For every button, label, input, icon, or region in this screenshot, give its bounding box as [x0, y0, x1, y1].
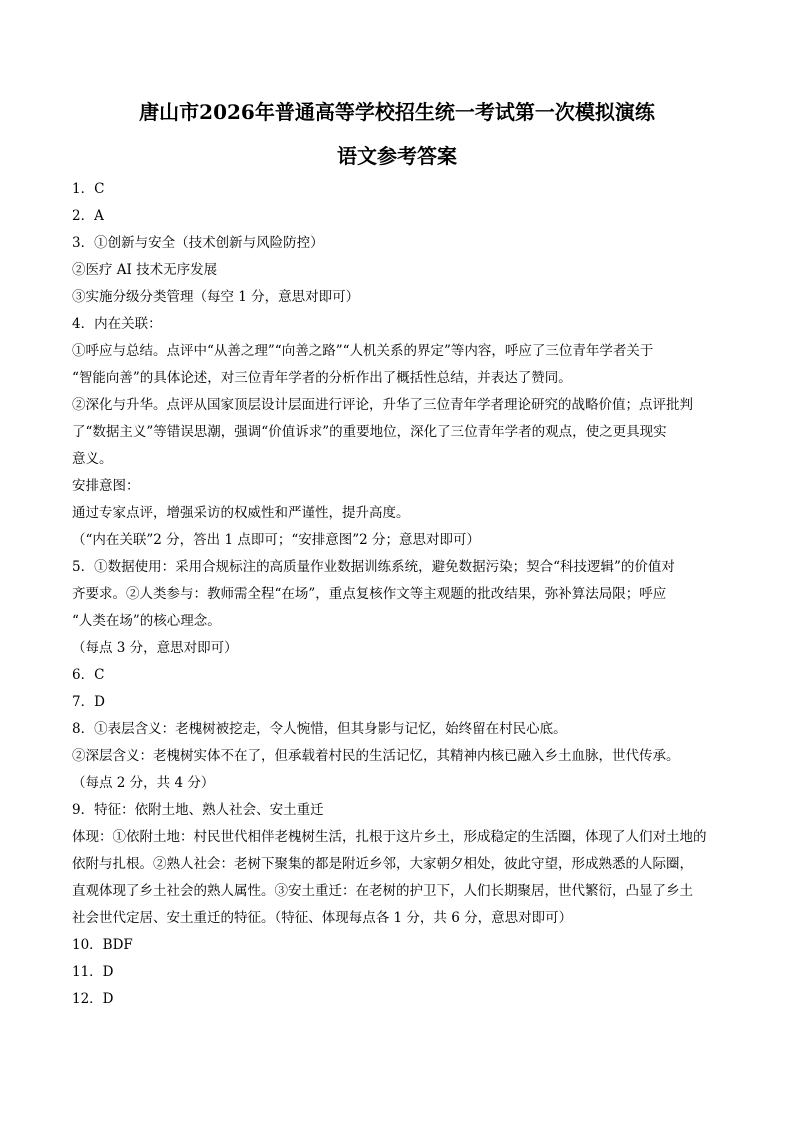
answer-line: 安排意图： [72, 478, 140, 494]
answer-line: 社会世代定居、安土重迁的特征。（特征、体现每点各 1 分，共 6 分，意思对即可） [72, 910, 573, 926]
answer-line: 5．①数据使用：采用合规标注的高质量作业数据训练系统，避免数据污染；契合“科技逻辑”的价值对 [72, 559, 675, 575]
answer-line: 10．BDF [72, 937, 133, 953]
answer-line: ①呼应与总结。点评中“从善之理”“向善之路”“人机关系的界定”等内容，呼应了三位青年学者关于 [72, 343, 654, 359]
answer-line: 12．D [72, 991, 114, 1007]
answer-line: 11．D [72, 964, 114, 980]
answer-line: 6．C [72, 667, 105, 683]
answer-line: 直观体现了乡土社会的熟人属性。③安土重迁：在老树的护卫下，人们长期聚居，世代繁衍，凸显了乡土 [72, 883, 693, 899]
page-title: 唐山市2026年普通高等学校招生统一考试第一次模拟演练 [139, 100, 655, 124]
answer-line: 4．内在关联： [72, 316, 162, 332]
answer-line: “智能向善”的具体论述，对三位青年学者的分析作出了概括性总结，并表达了赞同。 [72, 370, 572, 386]
answer-line: 9．特征：依附土地、熟人社会、安土重迁 [72, 802, 324, 818]
answer-line: ③实施分级分类管理（每空 1 分，意思对即可） [72, 289, 360, 305]
answer-line: “人类在场”的核心理念。 [72, 613, 221, 629]
answer-list [72, 176, 722, 1013]
answer-line: 依附与扎根。②熟人社会：老树下聚集的都是附近乡邻，大家朝夕相处，彼此守望，形成熟悉的人际圈， [72, 856, 693, 872]
answer-line: ②深化与升华。点评从国家顶层设计层面进行评论，升华了三位青年学者理论研究的战略价值；点评批判 [72, 397, 693, 413]
answer-line: 2．A [72, 208, 104, 224]
answer-line: ②医疗 AI 技术无序发展 [72, 262, 218, 278]
answer-line: （“内在关联”2 分，答出 1 点即可；“安排意图”2 分；意思对即可） [72, 532, 481, 548]
answer-line: 了“数据主义”等错误思潮，强调“价值诉求”的重要地位，深化了三位青年学者的观点，使之更具现实 [72, 424, 667, 440]
answer-line: ②深层含义：老槐树实体不在了，但承载着村民的生活记忆，其精神内核已融入乡土血脉，世代传承。 [72, 748, 680, 764]
answer-line: 通过专家点评，增强采访的权威性和严谨性，提升高度。 [72, 505, 410, 521]
answer-line: 齐要求。②人类参与：教师需全程“在场”，重点复核作文等主观题的批改结果，弥补算法局限；呼应 [72, 586, 667, 602]
answer-line: 意义。 [72, 451, 113, 467]
answer-line: 1．C [72, 181, 105, 197]
answer-line: 7．D [72, 694, 105, 710]
answer-line: （每点 2 分，共 4 分） [72, 775, 215, 791]
answer-line: （每点 3 分，意思对即可） [72, 640, 238, 656]
page-subtitle: 语文参考答案 [337, 144, 457, 168]
answer-line: 8．①表层含义：老槐树被挖走，令人惋惜，但其身影与记忆，始终留在村民心底。 [72, 721, 567, 737]
answer-line: 体现：①依附土地：村民世代相伴老槐树生活，扎根于这片乡土，形成稳定的生活圈，体现了人们对土地的 [72, 829, 707, 845]
answer-line: 3．①创新与安全（技术创新与风险防控） [72, 235, 324, 251]
